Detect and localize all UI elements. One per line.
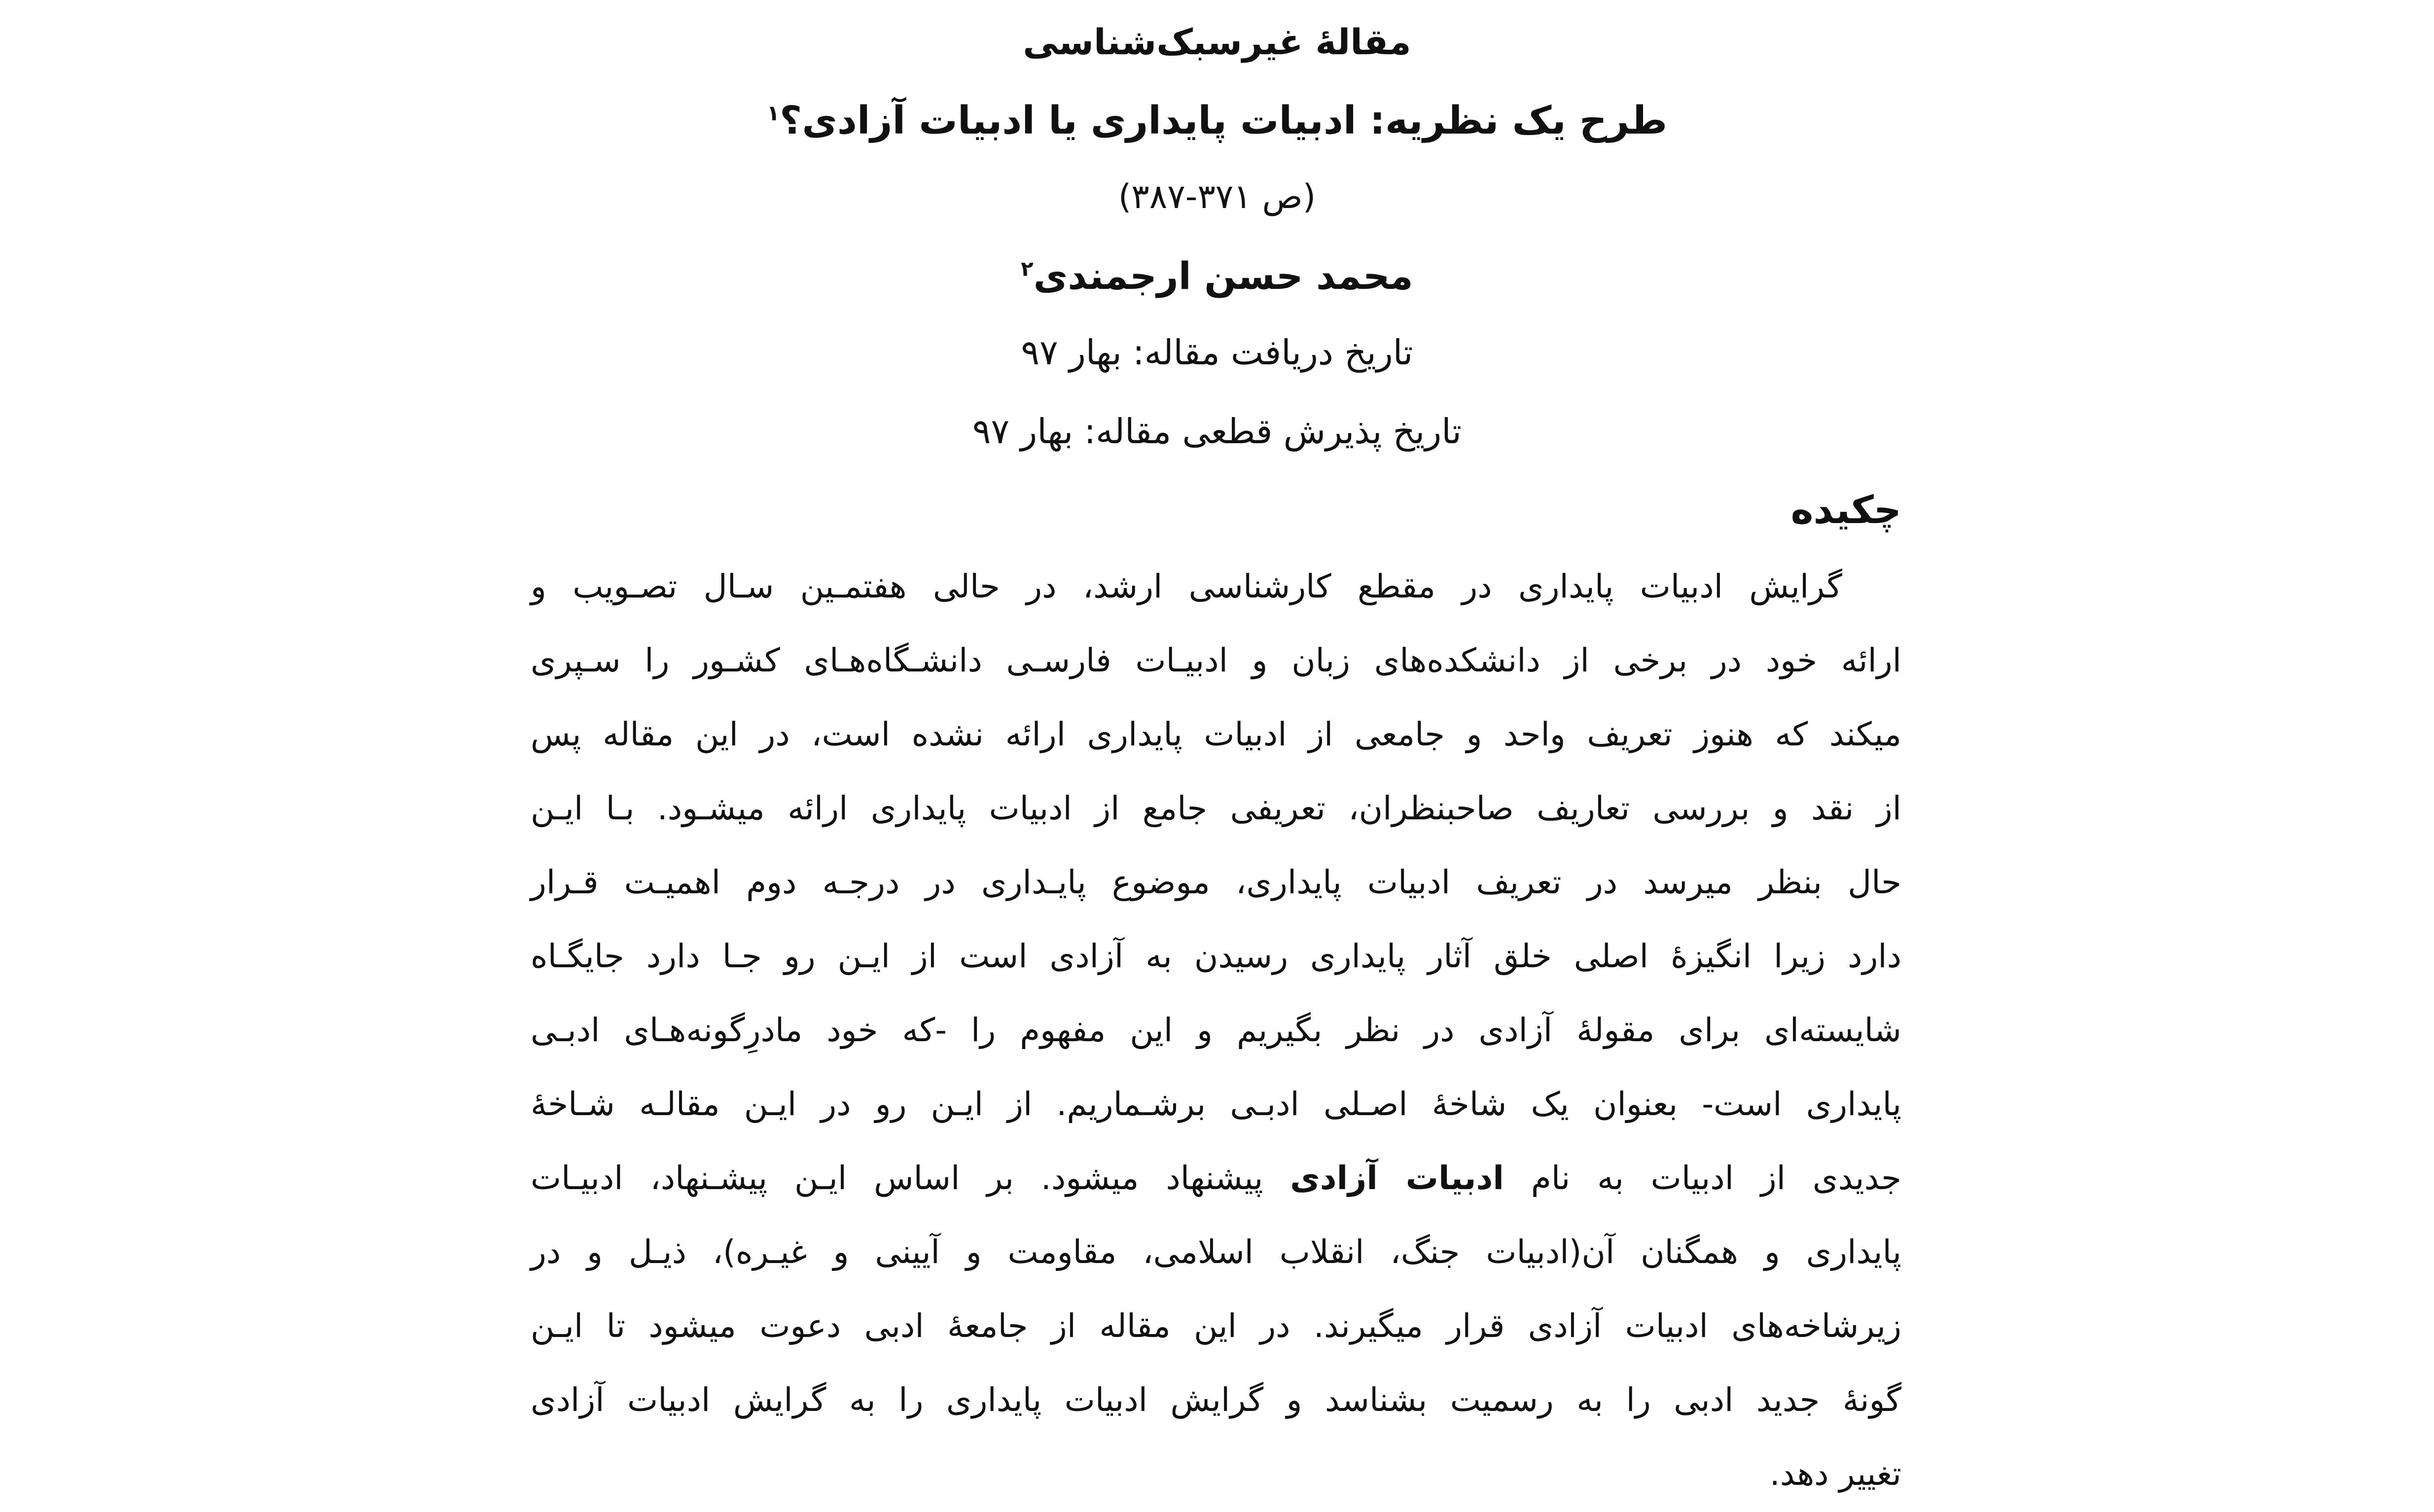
received-date-text: تاریخ دریافت مقاله: بهار ۹۷ [1021,332,1413,373]
accepted-date-text: تاریخ پذیرش قطعی مقاله: بهار ۹۷ [972,411,1462,452]
abstract-line: گرایش ادبیات پایداری در مقطع کارشناسی ارشد، در حالی هفتمـین سـال تصـویب و [531,567,1842,605]
abstract-line: ارائه خود در برخی از دانشکده‌های زبان و ادبیـات فارسـی دانشـگاه‌هـای کشـور را سـپری [531,641,1901,679]
abstract-line-part: جدیدی از ادبیات به نام [1504,1159,1901,1197]
page-range [0,165,2434,229]
abstract-line: گونهٔ جدید ادبی را به رسمیت بشناسد و گرایش ادبیات پایداری را به گرایش ادبیات آزادی [531,1381,1901,1419]
abstract-line: پایداری و همگنان آن(ادبیات جنگ، انقلاب اسلامی، مقاومت و آیینی و غیـره)، ذیـل و در [531,1233,1901,1271]
journal-section-label [0,10,2434,74]
received-date [0,320,2434,385]
article-title-text: طرح یک نظریه: ادبیات پایداری یا ادبیات آزادی؟ [780,99,1668,143]
abstract-body [531,550,1901,1511]
abstract-line: زیرشاخه‌های ادبیات آزادی قرار میگیرند. در این مقاله از جامعهٔ ادبی دعوت میشود تا ایـن [531,1307,1901,1345]
journal-section-text: مقالهٔ غیرسبک‌شناسی [1023,21,1411,63]
abstract-line: میکند که هنوز تعریف واحد و جامعی از ادبیات پایداری ارائه نشده است، در این مقاله پس [531,715,1901,753]
keyword-freedom-literature: ادبیات آزادی [1290,1159,1504,1197]
page-range-text: (ص ۳۷۱-۳۸۷) [1118,177,1316,216]
abstract-line: دارد زیرا انگیزهٔ اصلی خلق آثار پایداری رسیدن به آزادی است از ایـن رو جـا دارد جایگـاه [531,937,1901,975]
title-footnote-marker: ۱ [766,101,780,126]
abstract-line: از نقد و بررسی تعاریف صاحبنظران، تعریفی جامع از ادبیات پایداری ارائه میشـود. بـا ایـن [531,789,1901,827]
author-footnote-marker: ۲ [1021,256,1034,281]
abstract-line: شایسته‌ای برای مقولهٔ آزادی در نظر بگیریم و این مفهوم را -که خود مادرِگونه‌هـای ادبـی [531,1011,1901,1049]
abstract-line: حال بنظر میرسد در تعریف ادبیات پایداری، موضوع پایـداری در درجـه دوم اهمیـت قـرار [531,863,1901,901]
author-name [0,242,2434,311]
abstract-heading: چکیده [1790,488,1901,532]
author-name-text: محمد حسن ارجمندی [1033,254,1413,298]
article-title [0,86,2434,155]
abstract-line-part: پیشنهاد میشود. بر اساس ایـن پیشـنهاد، ادبیـات [531,1159,1290,1197]
abstract-line-keyword [531,1141,1901,1215]
abstract-line: پایداری است- بعنوان یک شاخهٔ اصـلی ادبـی برشـماریم. از ایـن رو در ایـن مقالـه شـاخهٔ [531,1085,1901,1123]
abstract-line: تغییر دهد. [1769,1455,1901,1493]
accepted-date [0,399,2434,463]
